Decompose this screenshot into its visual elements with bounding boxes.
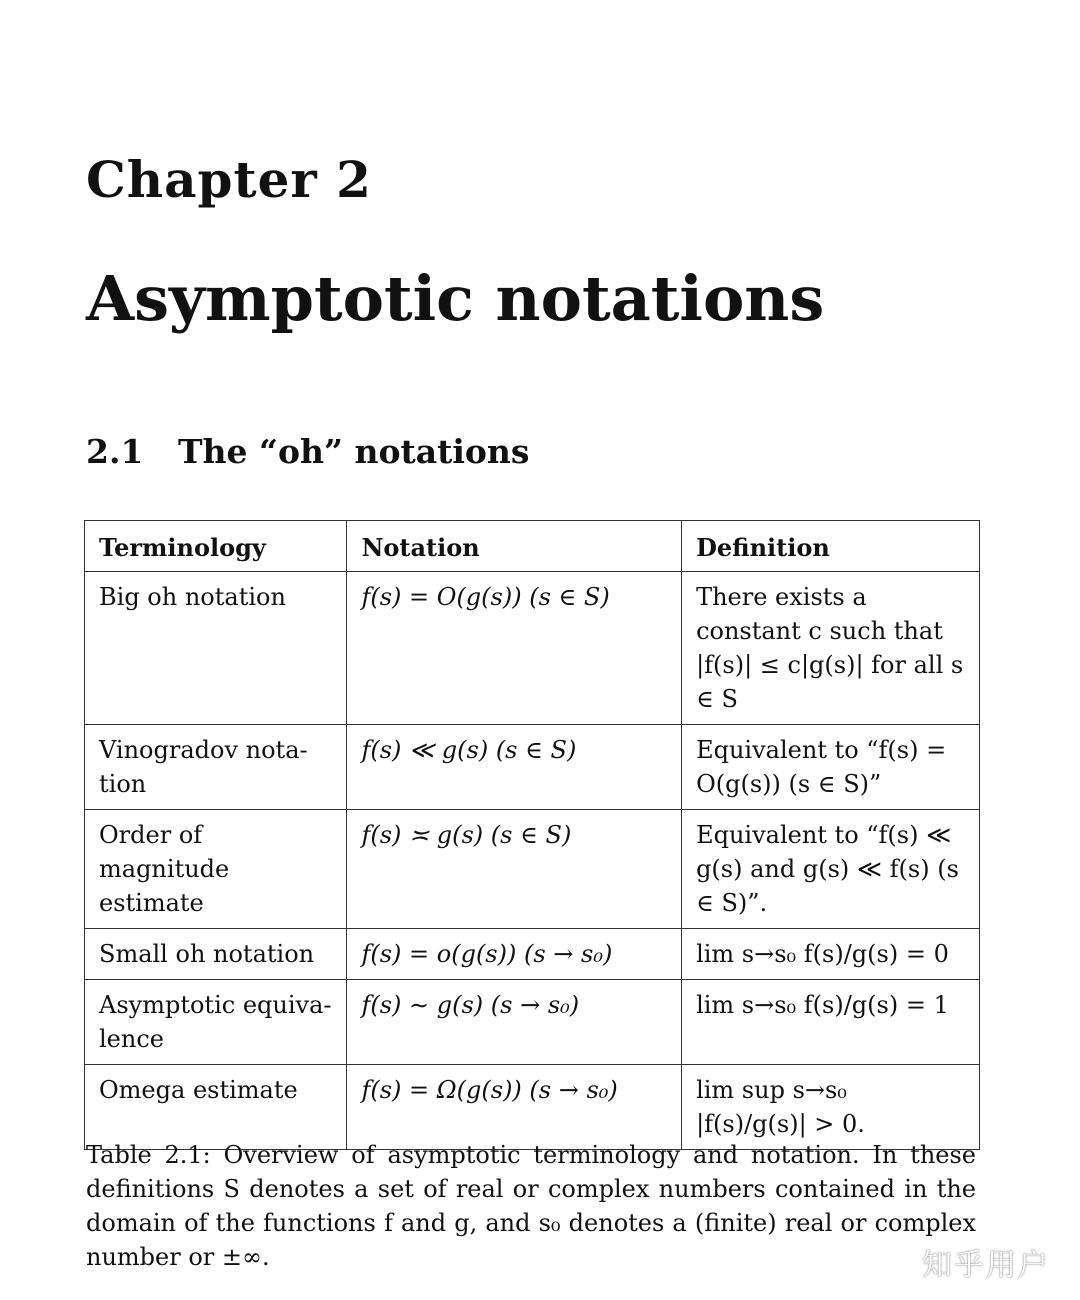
definition-cell: Equivalent to “f(s) ≪ g(s) and g(s) ≪ f(s) (s ∈ S)”. <box>682 810 980 929</box>
notation-table <box>84 520 980 1150</box>
section-heading <box>86 432 529 471</box>
table-header-row <box>85 521 980 572</box>
table-row <box>85 980 980 1065</box>
chapter-label: Chapter 2 <box>86 150 372 209</box>
notation-cell: f(s) ≍ g(s) (s ∈ S) <box>347 810 682 929</box>
terminology-cell: Omega estimate <box>85 1065 347 1150</box>
header-terminology: Terminology <box>85 521 347 572</box>
section-number: 2.1 <box>86 432 144 471</box>
terminology-cell: Order of magnitude estimate <box>85 810 347 929</box>
table-row <box>85 572 980 725</box>
terminology-cell: Vinogradov nota-tion <box>85 725 347 810</box>
header-notation: Notation <box>347 521 682 572</box>
chapter-title: Asymptotic notations <box>86 262 825 335</box>
header-definition: Definition <box>682 521 980 572</box>
notation-cell: f(s) = O(g(s)) (s ∈ S) <box>347 572 682 725</box>
table-row <box>85 725 980 810</box>
table-caption: Table 2.1: Overview of asymptotic terminology and notation. In these definitions S denotes a set of real or complex numbers contained in the domain of the functions f and g, and s₀ denotes a (finite) real or complex number or ±∞. <box>86 1141 976 1271</box>
watermark: 知乎用户 <box>922 1248 1050 1283</box>
definition-cell: Equivalent to “f(s) = O(g(s)) (s ∈ S)” <box>682 725 980 810</box>
notation-cell: f(s) ∼ g(s) (s → s₀) <box>347 980 682 1065</box>
table-row <box>85 810 980 929</box>
section-title: The “oh” notations <box>178 432 530 471</box>
terminology-cell: Small oh notation <box>85 929 347 980</box>
notation-cell: f(s) = Ω(g(s)) (s → s₀) <box>347 1065 682 1150</box>
definition-cell: lim sup s→s₀ |f(s)/g(s)| > 0. <box>682 1065 980 1150</box>
definition-cell: lim s→s₀ f(s)/g(s) = 1 <box>682 980 980 1065</box>
notation-cell: f(s) ≪ g(s) (s ∈ S) <box>347 725 682 810</box>
terminology-cell: Big oh notation <box>85 572 347 725</box>
terminology-cell: Asymptotic equiva-lence <box>85 980 347 1065</box>
table-row <box>85 929 980 980</box>
definition-cell: lim s→s₀ f(s)/g(s) = 0 <box>682 929 980 980</box>
definition-cell: There exists a constant c such that |f(s)| ≤ c|g(s)| for all s ∈ S <box>682 572 980 725</box>
notation-cell: f(s) = o(g(s)) (s → s₀) <box>347 929 682 980</box>
table-row <box>85 1065 980 1150</box>
